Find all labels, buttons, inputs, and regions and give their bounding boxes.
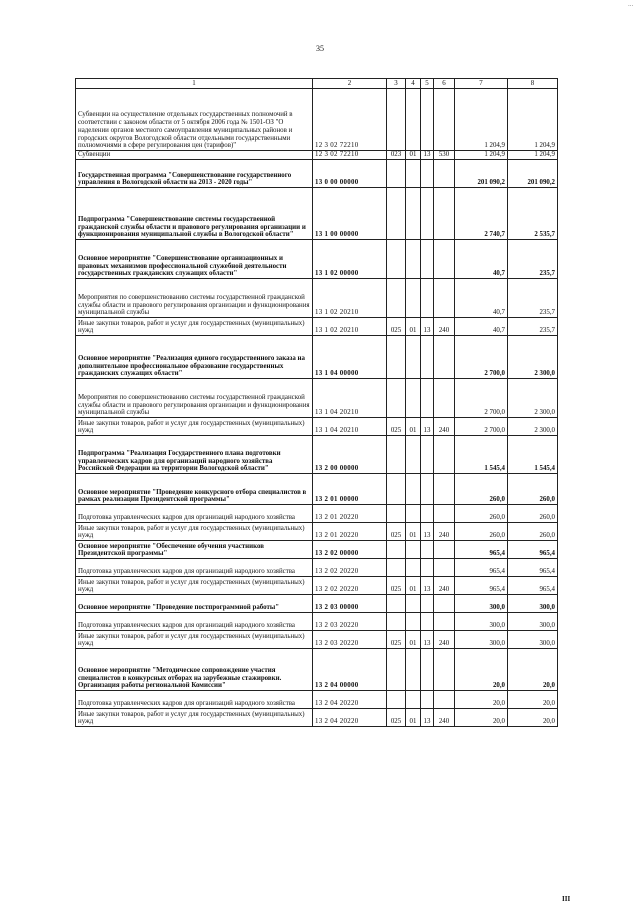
row-code-cell: 12 3 02 72210 — [313, 89, 387, 151]
row-amount-2016-cell: 2 700,0 — [455, 336, 508, 379]
header-cell: 1 — [76, 79, 313, 89]
row-subsection-cell — [421, 89, 434, 151]
row-section-cell: 01 — [406, 418, 421, 436]
row-ministry-cell — [387, 559, 406, 577]
row-subsection-cell — [421, 691, 434, 709]
row-ministry-cell: 025 — [387, 577, 406, 595]
row-name-cell: Субвенции на осуществление отдельных государственных полномочий в соответствии с законом области от 5 октября 2006 года № 1501-ОЗ "О наделении органов местного самоуправления муниципальных районов и городских округов Вологодской области отдельными государственными полномочиями в сфере регулирования цен (тарифов)" — [76, 89, 313, 151]
row-section-cell: 01 — [406, 318, 421, 336]
row-name-cell: Иные закупки товаров, работ и услуг для государственных (муниципальных) нужд — [76, 318, 313, 336]
row-ministry-cell — [387, 505, 406, 523]
row-ministry-cell — [387, 541, 406, 559]
row-subsection-cell — [421, 505, 434, 523]
row-ministry-cell — [387, 474, 406, 505]
row-amount-2016-cell: 1 204,9 — [455, 89, 508, 151]
row-code-cell: 13 1 04 20210 — [313, 418, 387, 436]
budget-table — [75, 78, 558, 727]
row-expense-type-cell — [434, 379, 455, 418]
row-amount-2017-cell: 1 204,9 — [508, 151, 558, 160]
table-row — [76, 436, 558, 474]
row-amount-2016-cell: 20,0 — [455, 649, 508, 691]
row-section-cell — [406, 505, 421, 523]
row-amount-2017-cell: 20,0 — [508, 709, 558, 727]
row-code-cell: 12 3 02 72210 — [313, 151, 387, 160]
row-name-cell: Иные закупки товаров, работ и услуг для государственных (муниципальных) нужд — [76, 418, 313, 436]
row-section-cell — [406, 188, 421, 240]
table-row — [76, 279, 558, 318]
row-ministry-cell — [387, 89, 406, 151]
row-amount-2016-cell: 2 700,0 — [455, 379, 508, 418]
row-ministry-cell — [387, 379, 406, 418]
row-subsection-cell: 13 — [421, 577, 434, 595]
row-name-cell: Основное мероприятие "Реализация единого государственного заказа на дополнительное профессиональное образование государственных гражданских служащих области" — [76, 336, 313, 379]
row-amount-2017-cell: 1 545,4 — [508, 436, 558, 474]
header-cell: 8 — [508, 79, 558, 89]
table-row — [76, 318, 558, 336]
row-section-cell — [406, 649, 421, 691]
row-ministry-cell: 025 — [387, 318, 406, 336]
table-row — [76, 240, 558, 279]
row-amount-2016-cell: 2 700,0 — [455, 418, 508, 436]
row-subsection-cell — [421, 595, 434, 613]
row-amount-2017-cell: 2 535,7 — [508, 188, 558, 240]
row-amount-2017-cell: 2 300,0 — [508, 336, 558, 379]
row-amount-2017-cell: 965,4 — [508, 559, 558, 577]
row-expense-type-cell — [434, 240, 455, 279]
table-row — [76, 691, 558, 709]
row-expense-type-cell — [434, 279, 455, 318]
row-section-cell: 01 — [406, 709, 421, 727]
row-subsection-cell: 13 — [421, 709, 434, 727]
row-section-cell: 01 — [406, 631, 421, 649]
row-amount-2016-cell: 260,0 — [455, 523, 508, 541]
row-amount-2017-cell: 201 090,2 — [508, 160, 558, 188]
row-subsection-cell — [421, 240, 434, 279]
row-subsection-cell: 13 — [421, 151, 434, 160]
row-name-cell: Основное мероприятие "Обеспечение обучения участников Президентской программы" — [76, 541, 313, 559]
row-code-cell: 13 2 02 20220 — [313, 577, 387, 595]
row-amount-2016-cell: 20,0 — [455, 709, 508, 727]
table-row — [76, 649, 558, 691]
row-amount-2016-cell: 40,7 — [455, 318, 508, 336]
table-row — [76, 188, 558, 240]
header-cell: 3 — [387, 79, 406, 89]
row-subsection-cell — [421, 649, 434, 691]
table-row — [76, 151, 558, 160]
table-row — [76, 631, 558, 649]
row-amount-2017-cell: 260,0 — [508, 505, 558, 523]
row-name-cell: Иные закупки товаров, работ и услуг для государственных (муниципальных) нужд — [76, 523, 313, 541]
row-amount-2017-cell: 235,7 — [508, 279, 558, 318]
row-expense-type-cell — [434, 89, 455, 151]
row-code-cell: 13 1 02 00000 — [313, 240, 387, 279]
row-amount-2016-cell: 20,0 — [455, 691, 508, 709]
row-amount-2017-cell: 20,0 — [508, 691, 558, 709]
row-code-cell: 13 2 01 00000 — [313, 474, 387, 505]
row-expense-type-cell: 240 — [434, 318, 455, 336]
row-expense-type-cell — [434, 649, 455, 691]
row-code-cell: 13 2 02 00000 — [313, 541, 387, 559]
row-name-cell: Подготовка управленческих кадров для организаций народного хозяйства — [76, 505, 313, 523]
row-expense-type-cell: 240 — [434, 418, 455, 436]
row-name-cell: Подготовка управленческих кадров для организаций народного хозяйства — [76, 559, 313, 577]
row-name-cell: Основное мероприятие "Проведение конкурсного отбора специалистов в рамках реализации Президентской программы" — [76, 474, 313, 505]
row-subsection-cell: 13 — [421, 523, 434, 541]
row-section-cell — [406, 613, 421, 631]
row-subsection-cell — [421, 559, 434, 577]
row-amount-2017-cell: 20,0 — [508, 649, 558, 691]
row-expense-type-cell — [434, 160, 455, 188]
row-code-cell: 13 1 00 00000 — [313, 188, 387, 240]
header-cell: 6 — [434, 79, 455, 89]
row-name-cell: Субвенции — [76, 151, 313, 160]
table-row — [76, 505, 558, 523]
table-header-row — [76, 79, 558, 89]
row-expense-type-cell — [434, 188, 455, 240]
row-name-cell: Государственная программа "Совершенствование государственного управления в Вологодской области на 2013 - 2020 годы" — [76, 160, 313, 188]
row-section-cell — [406, 436, 421, 474]
row-amount-2016-cell: 300,0 — [455, 595, 508, 613]
row-expense-type-cell: 530 — [434, 151, 455, 160]
table-row — [76, 89, 558, 151]
row-name-cell: Основное мероприятие "Совершенствование организационных и правовых механизмов профессиональной служебной деятельности государственных гражданских служащих области" — [76, 240, 313, 279]
row-amount-2016-cell: 260,0 — [455, 505, 508, 523]
row-code-cell: 13 1 02 20210 — [313, 279, 387, 318]
row-amount-2016-cell: 2 740,7 — [455, 188, 508, 240]
row-subsection-cell: 13 — [421, 631, 434, 649]
row-subsection-cell — [421, 541, 434, 559]
row-subsection-cell — [421, 160, 434, 188]
row-section-cell — [406, 279, 421, 318]
row-expense-type-cell — [434, 541, 455, 559]
row-expense-type-cell: 240 — [434, 631, 455, 649]
row-amount-2016-cell: 965,4 — [455, 559, 508, 577]
row-name-cell: Иные закупки товаров, работ и услуг для государственных (муниципальных) нужд — [76, 709, 313, 727]
row-name-cell: Подготовка управленческих кадров для организаций народного хозяйства — [76, 691, 313, 709]
row-section-cell — [406, 379, 421, 418]
row-subsection-cell — [421, 188, 434, 240]
row-ministry-cell — [387, 188, 406, 240]
row-expense-type-cell — [434, 336, 455, 379]
row-section-cell — [406, 240, 421, 279]
row-code-cell: 13 0 00 00000 — [313, 160, 387, 188]
row-ministry-cell: 025 — [387, 418, 406, 436]
row-code-cell: 13 2 04 20220 — [313, 691, 387, 709]
row-subsection-cell — [421, 474, 434, 505]
header-cell: 2 — [313, 79, 387, 89]
table-row — [76, 523, 558, 541]
row-expense-type-cell — [434, 559, 455, 577]
row-section-cell — [406, 336, 421, 379]
row-amount-2017-cell: 235,7 — [508, 240, 558, 279]
row-section-cell: 01 — [406, 523, 421, 541]
corner-mark: ... — [628, 0, 634, 8]
page-number: 35 — [316, 44, 324, 53]
row-amount-2017-cell: 260,0 — [508, 474, 558, 505]
table-row — [76, 613, 558, 631]
row-expense-type-cell: 240 — [434, 577, 455, 595]
row-code-cell: 13 2 03 00000 — [313, 595, 387, 613]
row-amount-2017-cell: 260,0 — [508, 523, 558, 541]
row-expense-type-cell — [434, 691, 455, 709]
row-subsection-cell — [421, 436, 434, 474]
row-subsection-cell — [421, 379, 434, 418]
table-row — [76, 577, 558, 595]
row-subsection-cell — [421, 336, 434, 379]
row-code-cell: 13 2 03 20220 — [313, 613, 387, 631]
header-cell: 4 — [406, 79, 421, 89]
row-amount-2016-cell: 1 204,9 — [455, 151, 508, 160]
row-ministry-cell: 025 — [387, 523, 406, 541]
row-section-cell: 01 — [406, 577, 421, 595]
row-name-cell: Иные закупки товаров, работ и услуг для государственных (муниципальных) нужд — [76, 631, 313, 649]
row-name-cell: Подготовка управленческих кадров для организаций народного хозяйства — [76, 613, 313, 631]
row-amount-2016-cell: 40,7 — [455, 279, 508, 318]
row-name-cell: Подпрограмма "Реализация Государственного плана подготовки управленческих кадров для организаций народного хозяйства Российской Федерации на территории Вологодской области" — [76, 436, 313, 474]
row-amount-2017-cell: 965,4 — [508, 577, 558, 595]
row-code-cell: 13 1 04 20210 — [313, 379, 387, 418]
header-cell: 5 — [421, 79, 434, 89]
row-ministry-cell — [387, 649, 406, 691]
row-section-cell: 01 — [406, 151, 421, 160]
row-section-cell — [406, 595, 421, 613]
row-amount-2017-cell: 300,0 — [508, 631, 558, 649]
table-row — [76, 559, 558, 577]
row-amount-2017-cell: 235,7 — [508, 318, 558, 336]
row-code-cell: 13 2 01 20220 — [313, 505, 387, 523]
row-name-cell: Основное мероприятие "Методическое сопровождение участия специалистов в конкурсных отборах на зарубежные стажировки. Организация работы региональной Комиссии" — [76, 649, 313, 691]
row-ministry-cell — [387, 613, 406, 631]
row-ministry-cell — [387, 691, 406, 709]
row-amount-2016-cell: 300,0 — [455, 631, 508, 649]
row-section-cell — [406, 691, 421, 709]
row-section-cell — [406, 541, 421, 559]
row-amount-2016-cell: 1 545,4 — [455, 436, 508, 474]
row-amount-2017-cell: 2 300,0 — [508, 379, 558, 418]
row-amount-2017-cell: 300,0 — [508, 595, 558, 613]
row-amount-2016-cell: 40,7 — [455, 240, 508, 279]
row-code-cell: 13 2 02 20220 — [313, 559, 387, 577]
row-code-cell: 13 1 04 00000 — [313, 336, 387, 379]
row-expense-type-cell: 240 — [434, 709, 455, 727]
row-amount-2016-cell: 965,4 — [455, 541, 508, 559]
row-ministry-cell: 023 — [387, 151, 406, 160]
row-ministry-cell — [387, 595, 406, 613]
row-name-cell: Мероприятия по совершенствованию системы государственной гражданской службы области и правового регулирования организации и функционирования муниципальной службы — [76, 379, 313, 418]
row-subsection-cell: 13 — [421, 318, 434, 336]
row-name-cell: Мероприятия по совершенствованию системы государственной гражданской службы области и правового регулирования организации и функционирования муниципальной службы — [76, 279, 313, 318]
header-cell: 7 — [455, 79, 508, 89]
table-row — [76, 474, 558, 505]
row-section-cell — [406, 89, 421, 151]
row-section-cell — [406, 160, 421, 188]
row-subsection-cell: 13 — [421, 418, 434, 436]
row-expense-type-cell — [434, 474, 455, 505]
table-row — [76, 595, 558, 613]
row-name-cell: Основное мероприятие "Проведение постпрограммной работы" — [76, 595, 313, 613]
footer-mark: III — [562, 895, 571, 903]
row-ministry-cell — [387, 240, 406, 279]
table-row — [76, 160, 558, 188]
row-expense-type-cell — [434, 505, 455, 523]
row-amount-2017-cell: 300,0 — [508, 613, 558, 631]
row-code-cell: 13 2 04 00000 — [313, 649, 387, 691]
table-row — [76, 336, 558, 379]
row-amount-2016-cell: 300,0 — [455, 613, 508, 631]
row-code-cell: 13 1 02 20210 — [313, 318, 387, 336]
row-ministry-cell — [387, 336, 406, 379]
row-section-cell — [406, 559, 421, 577]
row-ministry-cell — [387, 436, 406, 474]
table-row — [76, 418, 558, 436]
table-row — [76, 541, 558, 559]
row-amount-2017-cell: 965,4 — [508, 541, 558, 559]
row-expense-type-cell: 240 — [434, 523, 455, 541]
row-subsection-cell — [421, 279, 434, 318]
row-expense-type-cell — [434, 613, 455, 631]
row-name-cell: Иные закупки товаров, работ и услуг для государственных (муниципальных) нужд — [76, 577, 313, 595]
row-ministry-cell — [387, 160, 406, 188]
row-code-cell: 13 2 01 20220 — [313, 523, 387, 541]
row-expense-type-cell — [434, 595, 455, 613]
table-row — [76, 379, 558, 418]
row-code-cell: 13 2 00 00000 — [313, 436, 387, 474]
row-amount-2017-cell: 1 204,9 — [508, 89, 558, 151]
row-amount-2017-cell: 2 300,0 — [508, 418, 558, 436]
row-subsection-cell — [421, 613, 434, 631]
row-ministry-cell — [387, 279, 406, 318]
row-amount-2016-cell: 260,0 — [455, 474, 508, 505]
row-section-cell — [406, 474, 421, 505]
row-ministry-cell: 025 — [387, 709, 406, 727]
row-name-cell: Подпрограмма "Совершенствование системы государственной гражданской службы области и правового регулирования организации и функционирования муниципальной службы в Вологодской области" — [76, 188, 313, 240]
row-code-cell: 13 2 03 20220 — [313, 631, 387, 649]
row-amount-2016-cell: 201 090,2 — [455, 160, 508, 188]
row-ministry-cell: 025 — [387, 631, 406, 649]
row-code-cell: 13 2 04 20220 — [313, 709, 387, 727]
row-expense-type-cell — [434, 436, 455, 474]
table-row — [76, 709, 558, 727]
row-amount-2016-cell: 965,4 — [455, 577, 508, 595]
